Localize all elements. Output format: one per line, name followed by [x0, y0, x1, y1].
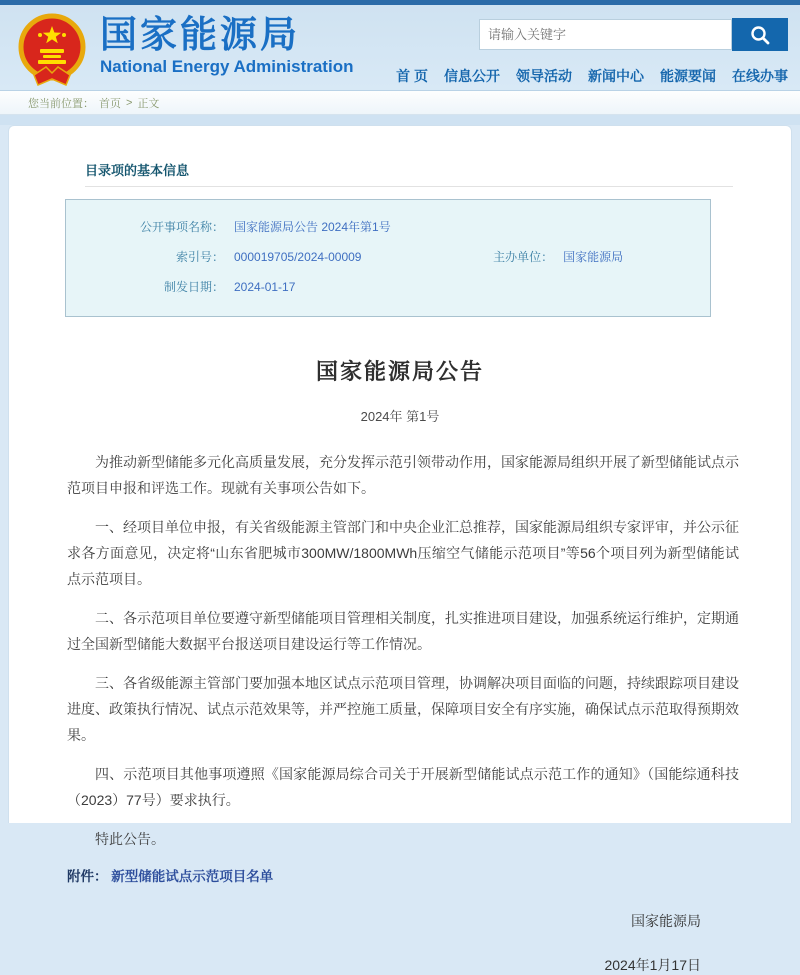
- field-value-index-no: 000019705/2024-00009: [234, 250, 362, 264]
- breadcrumb-separator: >: [126, 96, 133, 109]
- site-title: 国家能源局: [100, 14, 300, 55]
- search-bar: [416, 19, 788, 51]
- nav-item-news-center[interactable]: 新闻中心: [588, 68, 644, 84]
- field-value-public-item-name: 国家能源局公告 2024年第1号: [234, 220, 391, 234]
- field-label-index-no: 索引号：: [175, 250, 224, 264]
- divider-band: [0, 115, 800, 125]
- header-right: [396, 19, 788, 86]
- site-subtitle: National Energy Administration: [100, 57, 354, 76]
- breadcrumb-current: 正文: [137, 97, 160, 110]
- signature-block: [9, 911, 791, 975]
- brand-block: [100, 15, 353, 77]
- body-paragraph-item1: 一、经项目单位申报，有关省级能源主管部门和中央企业汇总推荐，国家能源局组织专家评审，并公示征求各方面意见，决定将“山东省肥城市300MW/1800MWh压缩空气储能示范项目”等56个项目列为新型储能试点示范项目。: [67, 519, 739, 587]
- content-card: [8, 125, 792, 973]
- attachment-link[interactable]: 新型储能试点示范项目名单: [111, 869, 274, 884]
- signature-date: 2024年1月17日: [604, 957, 701, 973]
- field-label-public-item-name: 公开事项名称：: [139, 220, 224, 234]
- magnifier-icon: [749, 24, 771, 46]
- signature-agency: 国家能源局: [631, 913, 701, 929]
- info-row-name: [66, 212, 710, 242]
- national-emblem-icon: [16, 13, 88, 87]
- nav-item-online-services[interactable]: 在线办事: [732, 68, 788, 84]
- breadcrumb-label: 您当前位置：: [28, 97, 94, 110]
- attachment-line: [67, 865, 739, 885]
- body-paragraph-item4: 四、示范项目其他事项遵照《国家能源局综合司关于开展新型储能试点示范工作的通知》（国能综通科技（2023）77号）要求执行。: [67, 766, 739, 808]
- search-input[interactable]: [479, 19, 732, 50]
- body-paragraph-intro: 为推动新型储能多元化高质量发展，充分发挥示范引领带动作用，国家能源局组织开展了新型储能试点示范项目申报和评选工作。现就有关事项公告如下。: [67, 454, 739, 496]
- body-paragraph-item2: 二、各示范项目单位要遵守新型储能项目管理相关制度，扎实推进项目建设，加强系统运行维护，定期通过全国新型储能大数据平台报送项目建设运行等工作情况。: [67, 610, 739, 652]
- announcement-title: 国家能源局公告: [315, 359, 484, 384]
- main-nav: [396, 66, 788, 86]
- nav-item-home[interactable]: 首 页: [396, 68, 428, 84]
- directory-info-box: [65, 199, 711, 317]
- nav-item-info-disclosure[interactable]: 信息公开: [444, 68, 500, 84]
- national-emblem-logo: [16, 13, 88, 87]
- field-label-issue-date: 制发日期：: [163, 280, 224, 294]
- field-value-issue-date: 2024-01-17: [234, 280, 296, 294]
- site-header: [0, 5, 800, 91]
- nav-item-energy-news[interactable]: 能源要闻: [660, 68, 716, 84]
- info-row-index: [66, 242, 710, 272]
- info-pair-organizer: [433, 242, 623, 272]
- field-label-organizer: 主办单位：: [493, 250, 554, 264]
- field-value-organizer: 国家能源局: [563, 250, 624, 264]
- attachment-label: 附件：: [67, 869, 108, 884]
- info-pair-index-no: [66, 242, 433, 272]
- body-paragraph-item3: 三、各省级能源主管部门要加强本地区试点示范项目管理，协调解决项目面临的问题，持续跟踪项目建设进度、政策执行情况、试点示范效果等，并严控施工质量，保障项目安全有序实施，确保试点示范取得预期效果。: [67, 675, 739, 743]
- breadcrumb-home-link[interactable]: 首页: [99, 97, 121, 110]
- body-paragraph-closing: 特此公告。: [95, 831, 165, 847]
- search-button[interactable]: [732, 18, 788, 51]
- info-row-issue-date: [66, 272, 710, 302]
- announcement-body: [67, 449, 739, 852]
- breadcrumb: [0, 91, 800, 115]
- announcement-issue-number: 2024年 第1号: [360, 409, 440, 424]
- nav-item-leadership[interactable]: 领导活动: [516, 68, 572, 84]
- directory-info-heading: 目录项的基本信息: [85, 160, 733, 187]
